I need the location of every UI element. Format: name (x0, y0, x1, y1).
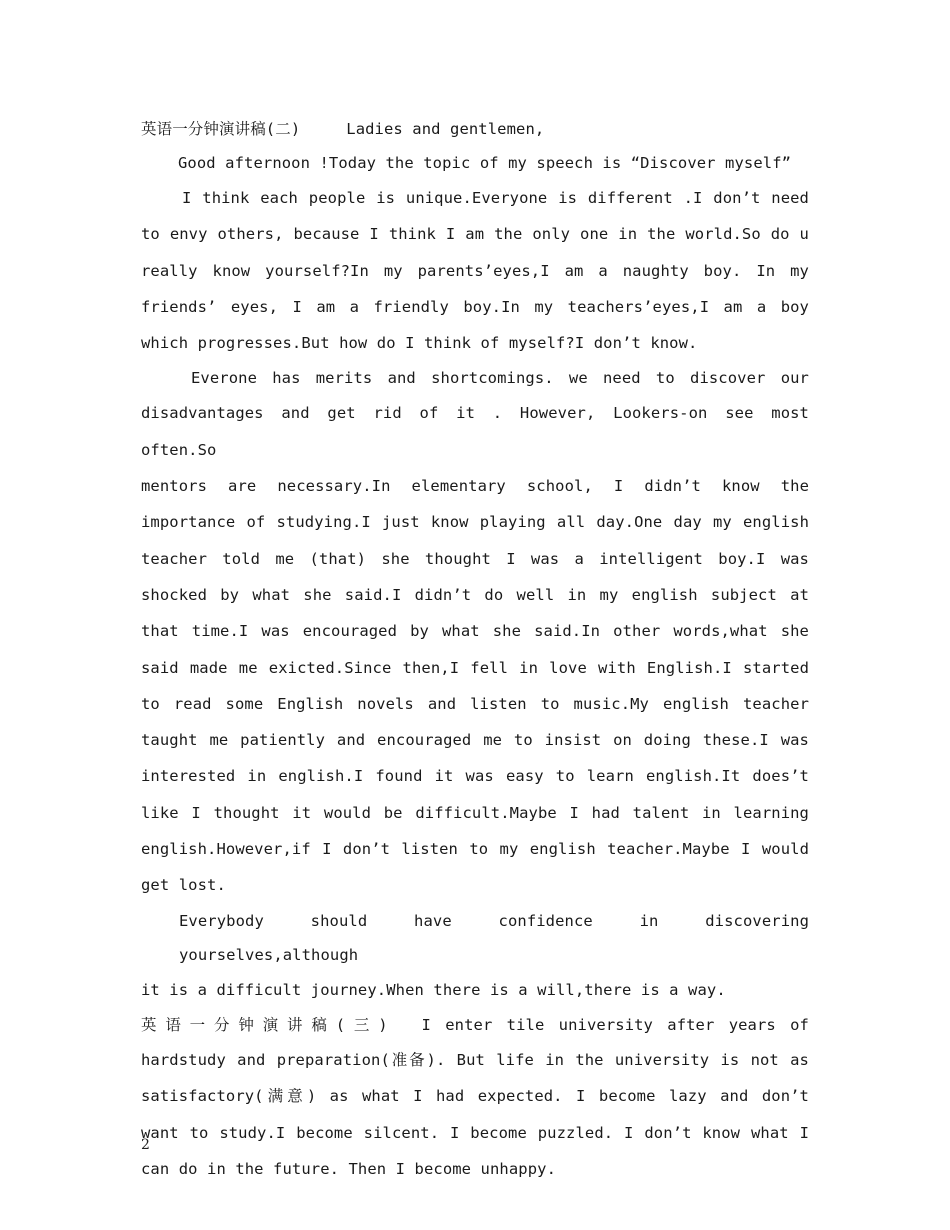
paragraph-line: it is a difficult journey.When there is a will,there is a way. (141, 980, 726, 999)
page-number: 2 (141, 1137, 150, 1153)
paragraph-line: really know yourself?In my parents’eyes,I am a naughty boy. In my (141, 261, 809, 280)
paragraph-line: Good afternoon !Today the topic of my speech is “Discover myself” (178, 154, 792, 172)
paragraph-line: interested in english.I found it was easy to learn english.It does’t (141, 767, 809, 786)
paragraph-line: can do in the future. Then I become unhappy. (141, 1159, 556, 1178)
paragraph-line: to read some English novels and listen to music.My english teacher (141, 694, 809, 713)
paragraph-line: said made me exicted.Since then,I fell in love with English.I started (141, 658, 809, 677)
paragraph-line: get lost. (141, 876, 226, 895)
paragraph-line: taught me patiently and encouraged me to insist on doing these.I was (141, 731, 809, 750)
document-body (141, 112, 809, 1187)
paragraph-line: I enter tile university after years of (421, 1015, 809, 1034)
paragraph-line: that time.I was encouraged by what she said.In other words,what she (141, 622, 809, 641)
paragraph-line: english.However,if I don’t listen to my english teacher.Maybe I would (141, 840, 809, 859)
paragraph-line: disadvantages and get rid of it . However, Lookers-on see most often.So (141, 404, 809, 459)
paragraph-line: satisfactory(满意) as what I had expected. I become lazy and don’t (141, 1087, 809, 1106)
paragraph-line: like I thought it would be difficult.Maybe I had talent in learning (141, 803, 809, 822)
paragraph-line: which progresses.But how do I think of myself?I don’t know. (141, 334, 698, 353)
paragraph-line: teacher told me (that) she thought I was a intelligent boy.I was (141, 549, 809, 568)
paragraph-line: want to study.I become silcent. I become puzzled. I don’t know what I (141, 1123, 809, 1142)
paragraph-line: importance of studying.I just know playing all day.One day my english (141, 513, 809, 532)
paragraph-line: shocked by what she said.I didn’t do well in my english subject at (141, 585, 809, 604)
section-2-heading-line (141, 112, 809, 146)
paragraph-line: Everybody should have confidence in discovering yourselves,although (179, 911, 809, 964)
section-3-title: 英语一分钟演讲稿(三) (141, 1015, 392, 1034)
section-2-title: 英语一分钟演讲稿(二) (141, 120, 301, 138)
paragraph-line: Everone has merits and shortcomings. we need to discover our (191, 369, 809, 388)
paragraph-line: I think each people is unique.Everyone is different .I don’t need (182, 189, 809, 207)
paragraph-line: friends’ eyes, I am a friendly boy.In my teachers’eyes,I am a boy (141, 297, 809, 316)
paragraph-line: mentors are necessary.In elementary school, I didn’t know the (141, 477, 809, 496)
paragraph-line: hardstudy and preparation(准备). But life in the university is not as (141, 1050, 809, 1069)
paragraph-line: to envy others, because I think I am the only one in the world.So do u (141, 225, 809, 244)
section-3-heading-line (141, 1008, 809, 1042)
greeting: Ladies and gentlemen, (346, 120, 545, 138)
